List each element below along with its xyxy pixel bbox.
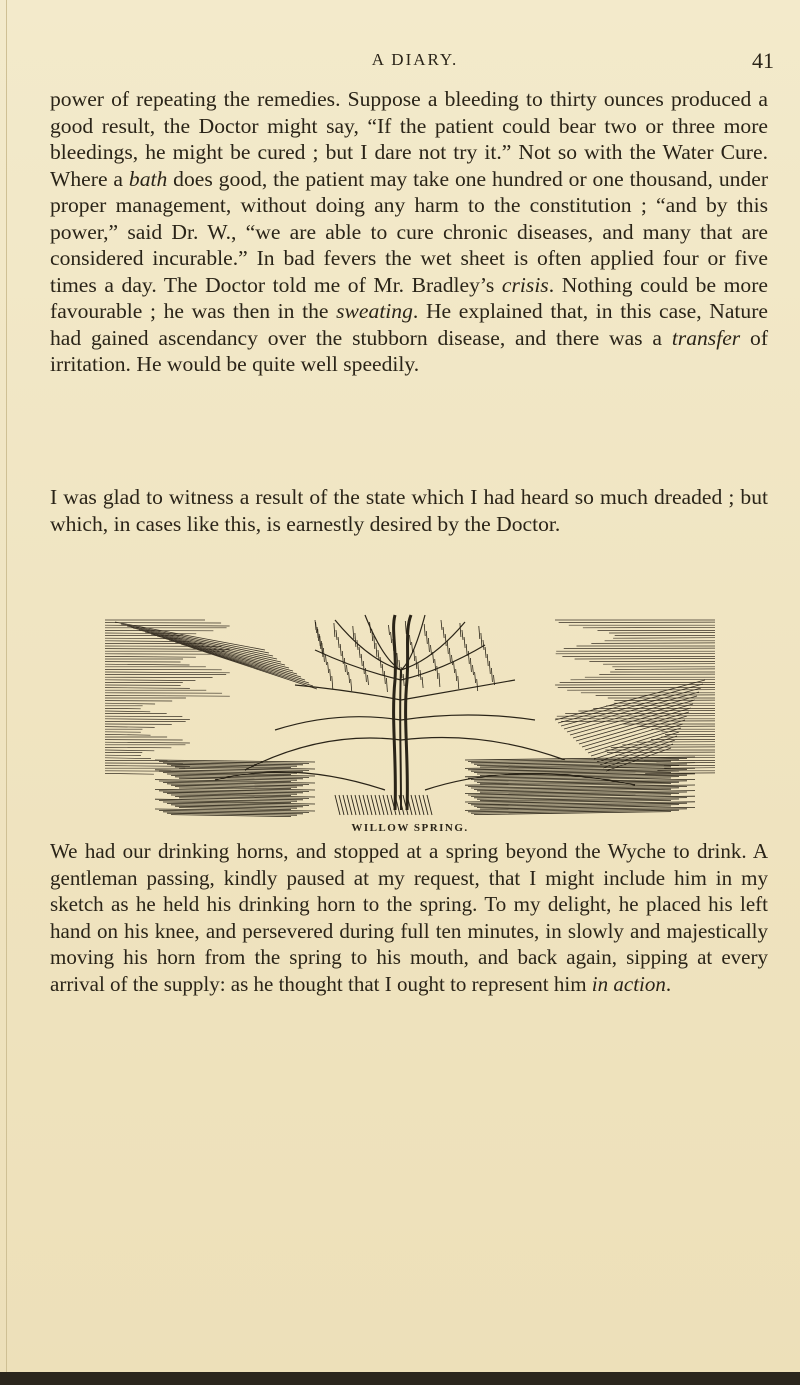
paragraph-1: power of repeating the remedies. Suppose a bleeding to thirty ounces produced a good result, the Doctor might say, “If the patient could bear two or three more bleedings, he might be cured ; but I dare not try it.” Not so with the Water Cure. Where a bath does good, the patient may take one hundred or one thousand, under proper management, without doing any harm to the constitution ; “and by this power,” said Dr. W., “we are able to cure chronic diseases, and many that are considered incurable.” In bad fevers the wet sheet is often applied four or five times a day. The Doctor told me of Mr. Bradley’s crisis. Nothing could be more favourable ; he was then in the sweating. He explained that, in this case, Nature had gained ascendancy over the stubborn disease, and there was a transfer of irritation. He would be quite well speedily. xyxy=(50,87,769,376)
willow-spring-illustration xyxy=(95,610,725,822)
page-gutter xyxy=(6,0,7,1385)
emphasis-in-action: in action xyxy=(591,971,666,996)
emphasis-crisis: crisis xyxy=(501,272,549,297)
emphasis-bath: bath xyxy=(128,166,168,191)
page-number: 41 xyxy=(752,48,774,73)
emphasis-transfer: transfer xyxy=(671,325,741,350)
running-head: A DIARY. xyxy=(371,50,459,69)
page-bottom-edge xyxy=(0,1372,800,1385)
paragraph-3: We had our drinking horns, and stopped at a spring beyond the Wyche to drink. A gentleman passing, kindly paused at my request, that I might include him in my sketch as he held his drinking horn to the spring. To my delight, he placed his left hand on his knee, and persevered during full ten minutes, in slowly and majestically moving his horn from the spring to his mouth, and back again, sipping at every arrival of the supply: as he thought that I ought to represent him in action. xyxy=(50,839,768,996)
emphasis-sweating: sweating xyxy=(336,299,413,323)
engraving-image xyxy=(95,610,725,822)
figure-caption: WILLOW SPRING. xyxy=(351,822,469,834)
paragraph-2: I was glad to witness a result of the state which I had heard so much dreaded ; but which, in cases like this, is earnestly desired by the Doctor. xyxy=(50,485,768,536)
page-header xyxy=(50,48,780,76)
